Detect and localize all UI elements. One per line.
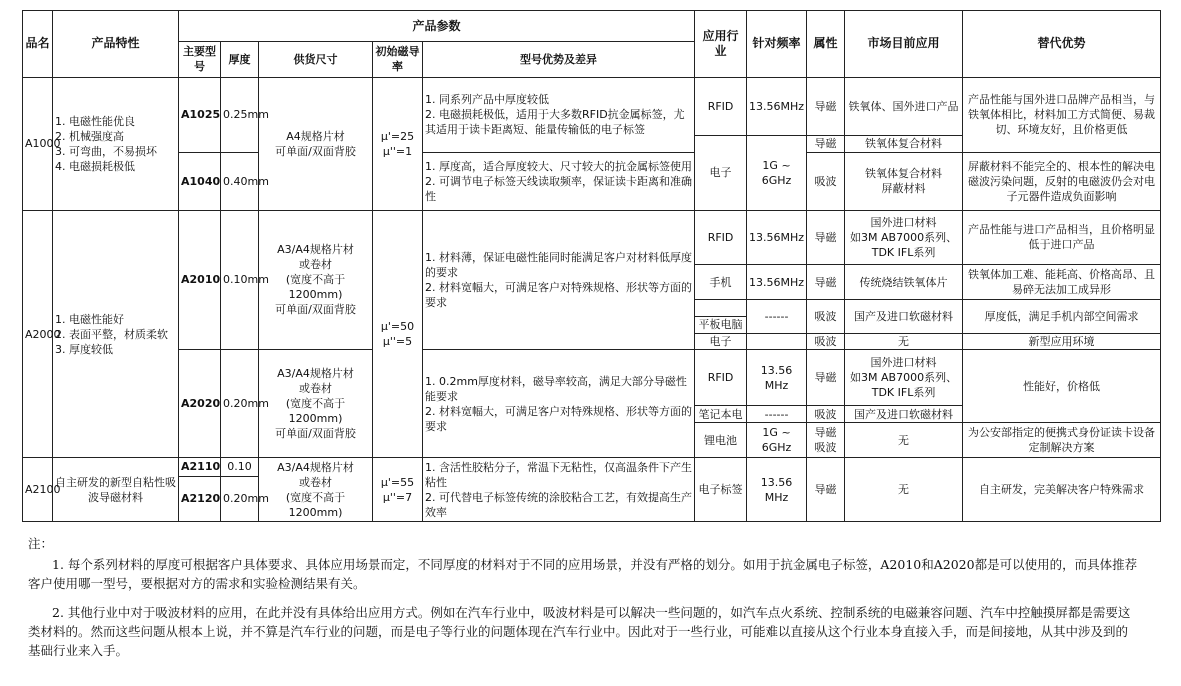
a2000-r4-market: 无 <box>845 333 963 350</box>
a1000-r1-freq: 13.56MHz <box>747 77 807 135</box>
a2020-model: A2020 <box>179 350 221 458</box>
a2000-r2-market: 传统烧结铁氧体片 <box>845 264 963 299</box>
a2100-features: 自主研发的新型自粘性吸波导磁材料 <box>53 458 179 522</box>
footnotes <box>28 534 1138 660</box>
a2000-r6-industry: 笔记本电 <box>695 406 747 423</box>
a2000-r6-attr: 吸波 <box>807 406 845 423</box>
a2020-advantage: 1. 0.2mm厚度材料，磁导率较高，满足大部分导磁性能要求 2. 材料宽幅大，可满足客户对特殊规格、形状等方面的要求 <box>423 350 695 458</box>
header-replace: 替代优势 <box>963 11 1161 78</box>
a1000-mu: μ'=25 μ''=1 <box>373 77 423 210</box>
a2010-model: A2010 <box>179 210 221 349</box>
a1000-r1-market: 铁氧体、国外进口产品 <box>845 77 963 135</box>
product-comparison-table <box>22 10 1161 522</box>
header-thickness: 厚度 <box>221 42 259 77</box>
a2020-thickness: 0.20mm <box>221 350 259 458</box>
notes-title: 注： <box>28 536 54 551</box>
a2000-r1-industry: RFID <box>695 210 747 264</box>
a2000-r1-attr: 导磁 <box>807 210 845 264</box>
header-freq: 针对频率 <box>747 11 807 78</box>
a1000-r1-industry: RFID <box>695 77 747 135</box>
a2100-freq: 13.56 MHz <box>747 458 807 522</box>
header-params: 产品参数 <box>179 11 695 42</box>
a1000-r3-replace: 屏蔽材料不能完全的、根本性的解决电磁波污染问题，反射的电磁波仍会对电子元器件造成负面影响 <box>963 152 1161 210</box>
a2100-size: A3/A4规格片材 或卷材 (宽度不高于1200mm) <box>259 458 373 522</box>
a1000-r2-market: 铁氧体复合材料 <box>845 135 963 152</box>
a2100-market: 无 <box>845 458 963 522</box>
a2000-name: A2000 <box>23 210 53 458</box>
a2000-r6-market: 国产及进口软磁材料 <box>845 406 963 423</box>
a1000-r3-freq: 1G ~ 6GHz <box>747 135 807 210</box>
header-advantage: 型号优势及差异 <box>423 42 695 77</box>
a2100-name: A2100 <box>23 458 53 522</box>
a2100-mu: μ'=55 μ''=7 <box>373 458 423 522</box>
a2100-industry: 电子标签 <box>695 458 747 522</box>
a2000-r7-replace: 为公安部指定的便携式身份证读卡设备定制解决方案 <box>963 423 1161 458</box>
a1000-r1-attr: 导磁 <box>807 77 845 135</box>
a2000-r7-industry: 锂电池 <box>695 423 747 458</box>
a2000-r5-replace: 性能好，价格低 <box>963 350 1161 423</box>
a2000-r4-replace: 新型应用环境 <box>963 333 1161 350</box>
a2100-advantage: 1. 含活性胶粘分子，常温下无粘性，仅高温条件下产生粘性 2. 可代替电子标签传统的涂胶粘合工艺，有效提高生产效率 <box>423 458 695 522</box>
a2000-r7-freq: 1G ~ 6GHz <box>747 423 807 458</box>
a2020-size: A3/A4规格片材 或卷材 (宽度不高于1200mm) 可单面/双面背胶 <box>259 350 373 458</box>
a2010-size: A3/A4规格片材 或卷材 (宽度不高于1200mm) 可单面/双面背胶 <box>259 210 373 349</box>
a1000-r3-attr: 吸波 <box>807 152 845 210</box>
a1040-thickness: 0.40mm <box>221 152 259 210</box>
header-industry: 应用行业 <box>695 11 747 78</box>
header-name: 品名 <box>23 11 53 78</box>
a2000-r2-industry: 手机 <box>695 264 747 299</box>
a1000-r2-attr: 导磁 <box>807 135 845 152</box>
header-model: 主要型号 <box>179 42 221 77</box>
a2000-r1-market: 国外进口材料 如3M AB7000系列、TDK IFL系列 <box>845 210 963 264</box>
a2000-r3-replace: 厚度低，满足手机内部空间需求 <box>963 300 1161 333</box>
a2000-r7-market: 无 <box>845 423 963 458</box>
a2000-r3-industry: 平板电脑 <box>695 316 747 333</box>
a1000-r1-replace: 产品性能与国外进口品牌产品相当，与铁氧体相比，材料加工方式简便、易裁切、环境友好，且价格更低 <box>963 77 1161 152</box>
a2000-features: 1. 电磁性能好 2. 表面平整，材质柔软 3. 厚度较低 <box>53 210 179 458</box>
a1025-advantage: 1. 同系列产品中厚度较低 2. 电磁损耗极低，适用于大多数RFID抗金属标签，尤其适用于读卡距离短、能量传输低的电子标签 <box>423 77 695 152</box>
a2000-r5-market: 国外进口材料 如3M AB7000系列、TDK IFL系列 <box>845 350 963 406</box>
a2000-r6-freq: ------ <box>747 406 807 423</box>
note-1: 1. 每个系列材料的厚度可根据客户具体要求、具体应用场景而定，不同厚度的材料对于不同的应用场景，并没有严格的划分。如用于抗金属电子标签，A2010和A2020都是可以使用的，而具体推荐客户使用哪一型号，要根据对方的需求和实验检测结果有关。 <box>28 557 1138 591</box>
a2100-replace: 自主研发，完美解决客户特殊需求 <box>963 458 1161 522</box>
a1000-size: A4规格片材 可单面/双面背胶 <box>259 77 373 210</box>
a2010-advantage: 1. 材料薄，保证电磁性能同时能满足客户对材料低厚度的要求 2. 材料宽幅大，可满足客户对特殊规格、形状等方面的要求 <box>423 210 695 349</box>
a2000-r3-attr: 吸波 <box>807 300 845 333</box>
a2100-attr: 导磁 <box>807 458 845 522</box>
a1025-model: A1025 <box>179 77 221 152</box>
a2120-thickness: 0.20mm <box>221 476 259 522</box>
header-market: 市场目前应用 <box>845 11 963 78</box>
a2000-r4-attr: 吸波 <box>807 333 845 350</box>
a2000-r5-industry: RFID <box>695 350 747 406</box>
a1025-thickness: 0.25mm <box>221 77 259 152</box>
a1040-model: A1040 <box>179 152 221 210</box>
a2120-model: A2120 <box>179 476 221 522</box>
a2110-thickness: 0.10 <box>221 458 259 476</box>
a2000-r1-freq: 13.56MHz <box>747 210 807 264</box>
a2000-r1-replace: 产品性能与进口产品相当，且价格明显低于进口产品 <box>963 210 1161 264</box>
a2000-r7-attr: 导磁 吸波 <box>807 423 845 458</box>
a2000-r3-freq: ------ <box>747 300 807 333</box>
a2000-r5-freq: 13.56 MHz <box>747 350 807 406</box>
a2010-thickness: 0.10mm <box>221 210 259 349</box>
a2000-mu: μ'=50 μ''=5 <box>373 210 423 458</box>
a2000-r5-attr: 导磁 <box>807 350 845 406</box>
a2000-r3-industry-blank <box>695 300 747 317</box>
a2000-r3-market: 国产及进口软磁材料 <box>845 300 963 333</box>
a2000-r4-freq-blank <box>747 333 807 350</box>
a1000-name: A1000 <box>23 77 53 210</box>
a2000-r4-industry: 电子 <box>695 333 747 350</box>
a1000-r3-industry: 电子 <box>695 135 747 210</box>
a2000-r2-replace: 铁氧体加工难、能耗高、价格高昂、且易碎无法加工成异形 <box>963 264 1161 299</box>
header-features: 产品特性 <box>53 11 179 78</box>
a1040-advantage: 1. 厚度高，适合厚度较大、尺寸较大的抗金属标签使用 2. 可调节电子标签天线读取频率，保证读卡距离和准确性 <box>423 152 695 210</box>
a2000-r2-freq: 13.56MHz <box>747 264 807 299</box>
a1000-features: 1. 电磁性能优良 2. 机械强度高 3. 可弯曲，不易损坏 4. 电磁损耗极低 <box>53 77 179 210</box>
header-size: 供货尺寸 <box>259 42 373 77</box>
a1000-r3-market: 铁氧体复合材料 屏蔽材料 <box>845 152 963 210</box>
header-mu: 初始磁导率 <box>373 42 423 77</box>
a2110-model: A2110 <box>179 458 221 476</box>
a2000-r2-attr: 导磁 <box>807 264 845 299</box>
note-2: 2. 其他行业中对于吸波材料的应用，在此并没有具体给出应用方式。例如在汽车行业中，吸波材料是可以解决一些问题的，如汽车点火系统、控制系统的电磁兼容问题、汽车中控触摸屏都是需要这类材料的。然而这些问题从根本上说，并不算是汽车行业的问题，而是电子等行业的问题体现在汽车行业中。因此对于一些行业，可能难以直接从这个行业本身直接入手，而是间接地，从其中涉及到的基础行业来入手。 <box>28 605 1131 658</box>
header-attr: 属性 <box>807 11 845 78</box>
